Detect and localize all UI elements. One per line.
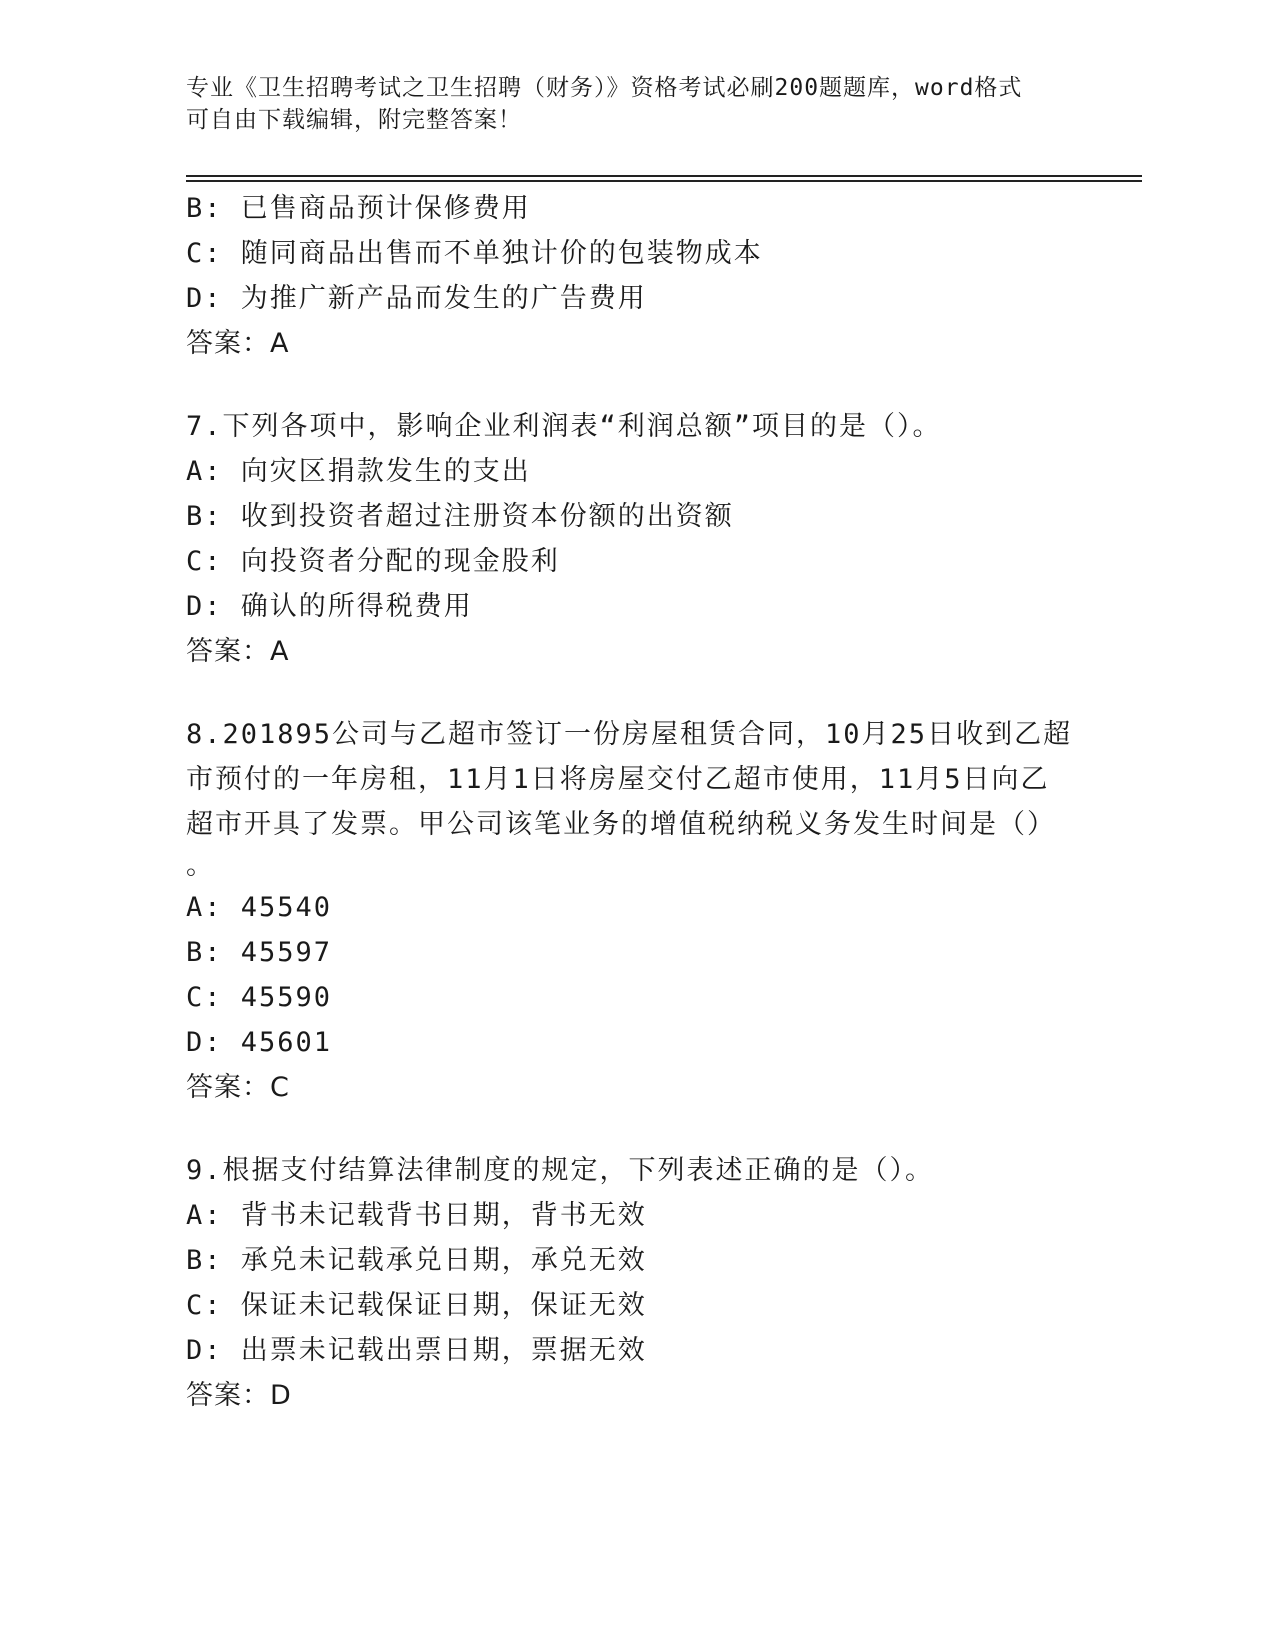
question-9 [186,1148,1086,1418]
option-d: D: 出票未记载出票日期，票据无效 [186,1335,647,1366]
option-c: C: 随同商品出售而不单独计价的包装物成本 [186,238,763,269]
question-stem-line: 8.201895公司与乙超市签订一份房屋租赁合同，10月25日收到乙超 [186,719,1073,750]
header-line-1: 专业《卫生招聘考试之卫生招聘（财务）》资格考试必刷200题题库，word格式 [186,75,1023,101]
option-b: B: 已售商品预计保修费用 [186,193,531,224]
question-6-continued [186,186,1086,366]
option-b: B: 收到投资者超过注册资本份额的出资额 [186,501,734,532]
option-c: C: 向投资者分配的现金股利 [186,546,560,577]
option-c: C: 保证未记载保证日期，保证无效 [186,1290,647,1321]
question-stem: 9.根据支付结算法律制度的规定，下列表述正确的是（）。 [186,1155,935,1186]
option-b: B: 45597 [186,937,333,968]
question-stem-line: 。 [186,850,215,881]
option-a: A: 45540 [186,892,333,923]
question-7 [186,404,1086,674]
question-stem-line: 超市开具了发票。甲公司该笔业务的增值税纳税义务发生时间是（） [186,809,1056,840]
header-divider-bottom [186,180,1142,182]
option-d: D: 为推广新产品而发生的广告费用 [186,283,647,314]
question-8 [186,712,1086,1110]
question-stem: 7.下列各项中，影响企业利润表“利润总额”项目的是（）。 [186,411,942,442]
question-stem-line: 市预付的一年房租，11月1日将房屋交付乙超市使用，11月5日向乙 [186,764,1050,795]
answer: 答案：A [186,636,290,667]
answer: 答案：A [186,328,290,359]
option-a: A: 向灾区捐款发生的支出 [186,456,531,487]
option-d: D: 45601 [186,1027,333,1058]
option-b: B: 承兑未记载承兑日期，承兑无效 [186,1245,647,1276]
document-header [186,72,1066,136]
answer: 答案：D [186,1380,292,1411]
option-c: C: 45590 [186,982,333,1013]
document-body [186,186,1086,1418]
header-divider-top [186,175,1142,177]
option-d: D: 确认的所得税费用 [186,591,473,622]
option-a: A: 背书未记载背书日期，背书无效 [186,1200,647,1231]
answer: 答案：C [186,1072,290,1103]
header-line-2: 可自由下载编辑，附完整答案！ [186,107,522,133]
